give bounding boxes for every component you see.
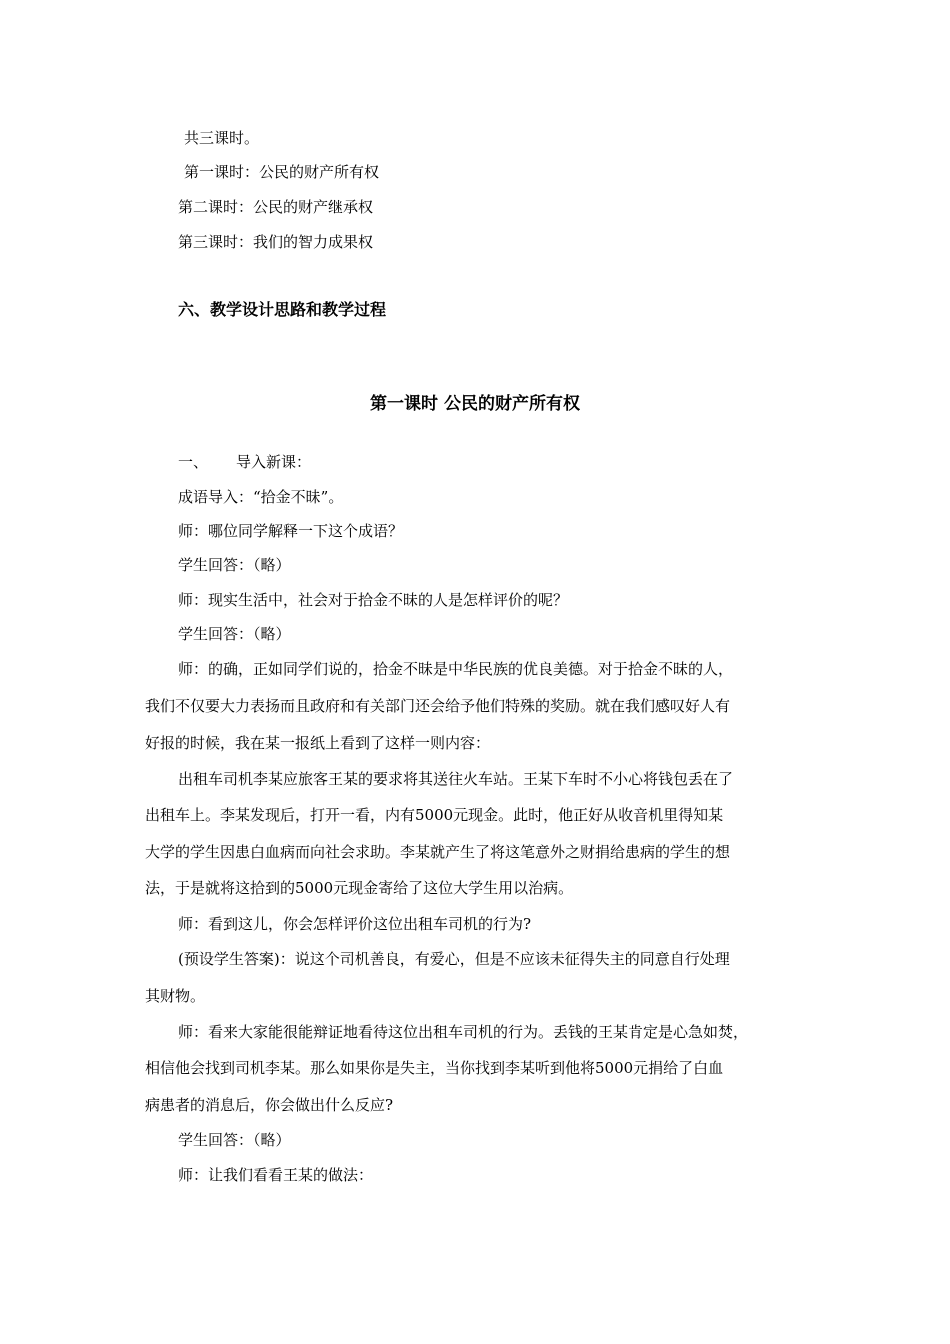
paragraph-teacher-closing: 师：让我们看看王某的做法： [178,1166,374,1184]
paragraph-teacher-remark-line-3: 好报的时候，我在某一报纸上看到了这样一则内容： [145,734,491,752]
paragraph-teacher-question-1: 师：哪位同学解释一下这个成语？ [178,522,404,540]
paragraph-expected-answer-line-1: (预设学生答案)：说这个司机善良，有爱心，但是不应该未征得失主的同意自行处理 [178,950,730,968]
paragraph-student-answer-3: 学生回答：（略） [178,1131,291,1149]
paragraph-story-line-2: 出租车上。李某发现后，打开一看，内有5000元现金。此时，他正好从收音机里得知某 [145,806,724,824]
paragraph-teacher-remark-line-2: 我们不仅要大力表扬而且政府和有关部门还会给予他们特殊的奖励。就在我们感叹好人有 [145,697,731,715]
paragraph-story-line-4: 法，于是就将这拾到的5000元现金寄给了这位大学生用以治病。 [145,879,574,897]
paragraph-teacher-remark-2-line-3: 病患者的消息后，你会做出什么反应? [145,1096,394,1114]
intro-label: 导入新课： [236,453,312,471]
paragraph-teacher-question-3: 师：看到这儿，你会怎样评价这位出租车司机的行为? [178,915,532,933]
lesson-2-schedule: 第二课时：公民的财产继承权 [178,198,374,216]
lesson-title: 第一课时 公民的财产所有权 [370,394,580,414]
section-heading: 六、教学设计思路和教学过程 [178,300,387,319]
lesson-1-schedule: 第一课时：公民的财产所有权 [184,163,380,181]
paragraph-story-line-1: 出租车司机李某应旅客王某的要求将其送往火车站。王某下车时不小心将钱包丢在了 [178,770,734,788]
intro-number: 一、 [178,453,209,471]
lesson-count-text: 共三课时。 [184,129,260,147]
paragraph-teacher-remark-2-line-2: 相信他会找到司机李某。那么如果你是失主，当你找到李某听到他将5000元捐给了白血 [145,1059,724,1077]
paragraph-teacher-remark-2-line-1: 师：看来大家能很能辩证地看待这位出租车司机的行为。丢钱的王某肯定是心急如焚， [178,1023,749,1041]
paragraph-expected-answer-line-2: 其财物。 [145,987,206,1005]
paragraph-story-line-3: 大学的学生因患白血病而向社会求助。李某就产生了将这笔意外之财捐给患病的学生的想 [145,843,731,861]
paragraph-student-answer-2: 学生回答：（略） [178,625,291,643]
paragraph-teacher-remark-line-1: 师：的确，正如同学们说的，拾金不昧是中华民族的优良美德。对于拾金不昧的人， [178,660,734,678]
paragraph-teacher-question-2: 师：现实生活中，社会对于拾金不昧的人是怎样评价的呢？ [178,591,569,609]
paragraph-student-answer-1: 学生回答：（略） [178,556,291,574]
paragraph-idiom-intro: 成语导入：“拾金不昧”。 [178,488,344,506]
lesson-3-schedule: 第三课时：我们的智力成果权 [178,233,374,251]
